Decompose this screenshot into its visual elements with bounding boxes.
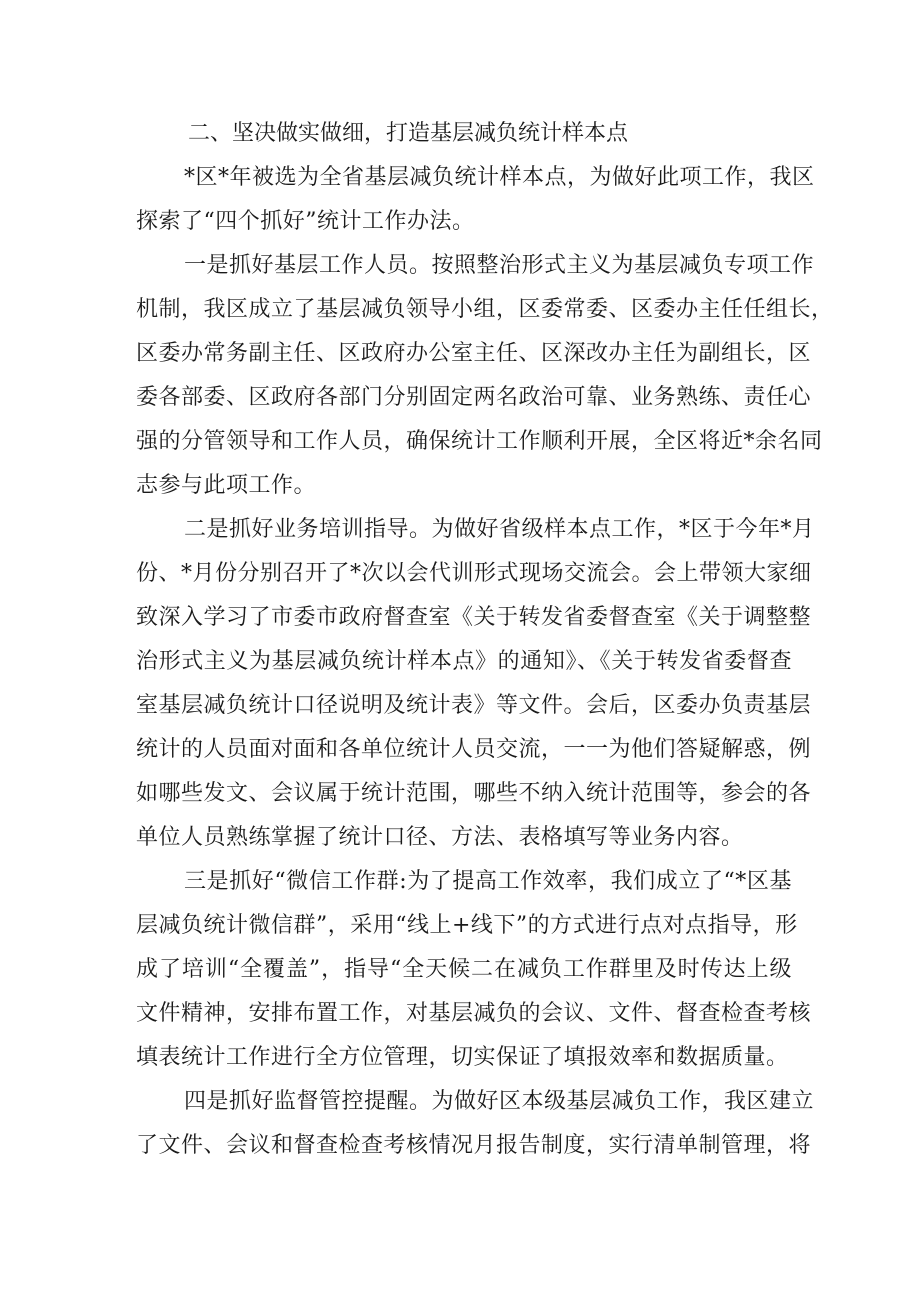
text-line: 一是抓好基层工作人员。按照整治形式主义为基层减负专项工作 xyxy=(184,253,815,278)
text-line: 了文件、会议和督查检查考核情况月报告制度，实行清单制管理，将 xyxy=(136,1133,812,1158)
text-line: 志参与此项工作。 xyxy=(136,473,317,498)
text-line: 份、*月份分别召开了*次以会代训形式现场交流会。会上带领大家细 xyxy=(136,561,812,586)
text-line: 成了培训“全覆盖”，指导“全天候二在减负工作群里及时传达上级 xyxy=(136,957,792,982)
document-body xyxy=(136,112,834,1168)
paragraph-intro xyxy=(136,156,815,244)
text-line: 如哪些发文、会议属于统计范围，哪些不纳入统计范围等，参会的各 xyxy=(136,781,812,806)
text-line: 统计的人员面对面和各单位统计人员交流，一一为他们答疑解惑，例 xyxy=(136,737,812,762)
text-line: 室基层减负统计口径说明及统计表》等文件。会后，区委办负责基层 xyxy=(136,693,812,718)
text-line: 填表统计工作进行全方位管理，切实保证了填报效率和数据质量。 xyxy=(136,1045,789,1070)
text-line: 三是抓好“微信工作群:为了提高工作效率，我们成立了“*区基 xyxy=(184,869,792,894)
text-line: 区委办常务副主任、区政府办公室主任、区深改办主任为副组长，区 xyxy=(136,341,812,366)
text-line: *区*年被选为全省基层减负统计样本点，为做好此项工作，我区 xyxy=(184,165,815,190)
paragraph-wechat-group xyxy=(136,860,812,1080)
text-line: 致深入学习了市委市政府督查室《关于转发省委督查室《关于调整整 xyxy=(136,605,812,630)
text-line: 二是抓好业务培训指导。为做好省级样本点工作，*区于今年*月 xyxy=(184,517,815,542)
text-line: 文件精神，安排布置工作，对基层减负的会议、文件、督查检查考核 xyxy=(136,1001,812,1026)
section-heading: 二、坚决做实做细，打造基层减负统计样本点 xyxy=(188,121,629,146)
text-line: 强的分管领导和工作人员，确保统计工作顺利开展，全区将近*余名同 xyxy=(136,429,823,454)
text-line: 委各部委、区政府各部门分别固定两名政治可靠、业务熟练、责任心 xyxy=(136,385,812,410)
text-line: 四是抓好监督管控提醒。为做好区本级基层减负工作，我区建立 xyxy=(184,1089,815,1114)
paragraph-personnel xyxy=(136,244,834,508)
text-line: 治形式主义为基层减负统计样本点》的通知》、《关于转发省委督查 xyxy=(136,649,792,674)
text-line: 机制，我区成立了基层减负领导小组，区委常委、区委办主任任组长， xyxy=(136,297,834,322)
paragraph-training xyxy=(136,508,815,860)
text-line: 层减负统计微信群”，采用“线上+线下”的方式进行点对点指导，形 xyxy=(136,913,798,938)
text-line: 探索了“四个抓好”统计工作办法。 xyxy=(136,209,475,234)
paragraph-supervision xyxy=(136,1080,815,1168)
text-line: 单位人员熟练掌握了统计口径、方法、表格填写等业务内容。 xyxy=(136,825,744,850)
